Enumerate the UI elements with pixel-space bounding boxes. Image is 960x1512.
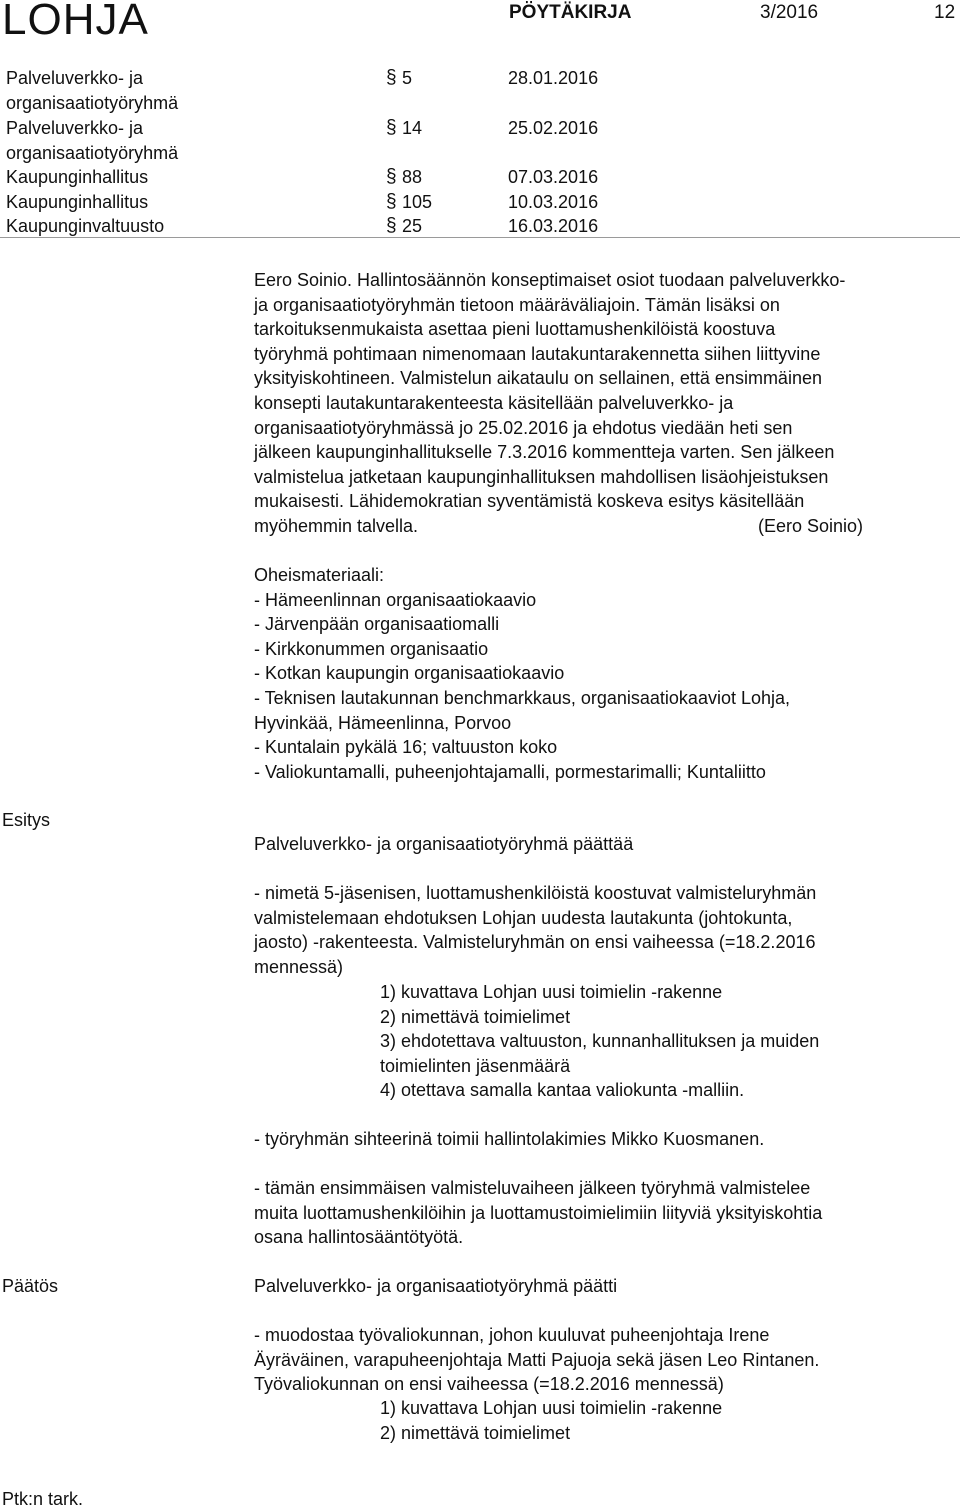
- attachments-heading: Oheismateriaali:: [254, 565, 385, 585]
- attachment-item: Hyvinkää, Hämeenlinna, Porvoo: [254, 712, 512, 733]
- city-logo: LOHJA: [2, 0, 149, 44]
- decision-heading: Palveluverkko- ja organisaatiotyöryhmä päätti: [254, 1276, 618, 1296]
- text-line: valmistelemaan ehdotuksen Lohjan uudesta lautakunta (johtokunta,: [254, 907, 793, 928]
- decision-paragraph: [254, 1323, 954, 1397]
- text-line: tarkoituksenmukaista asettaa pieni luottamushenkilöistä koostuva: [254, 319, 776, 340]
- attachment-item: - Kotkan kaupungin organisaatiokaavio: [254, 663, 565, 684]
- attachment-item: - Kuntalain pykälä 16; valtuuston koko: [254, 737, 558, 758]
- text-line: Äyräväinen, varapuheenjohtaja Matti Pajuoja sekä jäsen Leo Rintanen.: [254, 1349, 820, 1370]
- history-body-name-cont: organisaatiotyöryhmä: [6, 93, 179, 113]
- text-line: mukaisesti. Lähidemokratian syventämistä koskeva esitys käsitellään: [254, 491, 805, 512]
- text-line: ja organisaatiotyöryhmän tietoon määräväliajoin. Tämän lisäksi on: [254, 294, 780, 315]
- section-symbol: §: [386, 117, 397, 138]
- attachment-item: - Kirkkonummen organisaatio: [254, 638, 489, 659]
- text-line-content: myöhemmin talvella.: [254, 515, 419, 536]
- history-section-number: 105: [402, 192, 433, 212]
- text-line: - nimetä 5-jäsenisen, luottamushenkilöistä koostuvat valmisteluryhmän: [254, 883, 817, 903]
- history-body-name: Palveluverkko- ja: [6, 118, 144, 138]
- history-body-name: Kaupunginhallitus: [6, 167, 149, 187]
- text-line: jaosto) -rakenteesta. Valmisteluryhmän on ensi vaiheessa (=18.2.2016: [254, 932, 816, 953]
- history-section-number: 5: [402, 68, 413, 88]
- history-body-name: Kaupunginhallitus: [6, 192, 149, 212]
- list-item: 4) otettava samalla kantaa valiokunta -malliin.: [380, 1080, 745, 1101]
- author-signature: (Eero Soinio): [758, 515, 864, 536]
- text-line: osana hallintosääntötyötä.: [254, 1227, 464, 1248]
- section-symbol: §: [386, 191, 397, 212]
- history-date: 25.02.2016: [508, 118, 599, 138]
- history-body-name-cont: organisaatiotyöryhmä: [6, 143, 179, 163]
- text-line: yksityiskohtineen. Valmistelun aikataulu on sellainen, että ensimmäinen: [254, 368, 822, 389]
- attachment-item: - Valiokuntamalli, puheenjohtajamalli, pormestarimalli; Kuntaliitto: [254, 761, 766, 782]
- text-line: työryhmä pohtimaan nimenomaan lautakuntarakennetta siihen liittyvine: [254, 343, 821, 364]
- text-line: konsepti lautakuntarakenteesta käsitellään palveluverkko- ja: [254, 392, 734, 413]
- document-type: PÖYTÄKIRJA: [509, 2, 632, 23]
- history-section-number: 88: [402, 167, 423, 187]
- text-line: muita luottamushenkilöihin ja luottamustoimielimiin liityviä yksityiskohtia: [254, 1202, 823, 1223]
- attachment-item: - Teknisen lautakunnan benchmarkkaus, organisaatiokaaviot Lohja,: [254, 687, 791, 708]
- proposal-paragraph: [254, 881, 954, 979]
- text-line: organisaatiotyöryhmässä jo 25.02.2016 ja ehdotus viedään heti sen: [254, 417, 793, 438]
- history-body-name: Palveluverkko- ja: [6, 68, 144, 88]
- page-number: 12: [934, 2, 956, 23]
- history-date: 16.03.2016: [508, 216, 599, 236]
- section-symbol: §: [386, 67, 397, 88]
- text-line: jälkeen kaupunginhallitukselle 7.3.2016 kommentteja varten. Sen jälkeen: [254, 442, 835, 463]
- text-line: - tämän ensimmäisen valmisteluvaiheen jälkeen työryhmä valmistelee: [254, 1178, 811, 1198]
- list-item: 3) ehdotettava valtuuston, kunnanhallituksen ja muiden: [380, 1031, 820, 1052]
- section-symbol: §: [386, 166, 397, 187]
- issue-number: 3/2016: [760, 2, 819, 23]
- text-line: valmistelua jatketaan kaupunginhallituksen mahdollisen lisäohjeistuksen: [254, 466, 829, 487]
- minutes-verification-label: Ptk:n tark.: [2, 1489, 84, 1509]
- list-item: 1) kuvattava Lohjan uusi toimielin -rakenne: [380, 1398, 723, 1418]
- proposal-label: Esitys: [2, 810, 51, 830]
- text-line: - muodostaa työvaliokunnan, johon kuuluvat puheenjohtaja Irene: [254, 1325, 770, 1345]
- attachment-item: - Hämeenlinnan organisaatiokaavio: [254, 589, 537, 610]
- list-item: 1) kuvattava Lohjan uusi toimielin -rakenne: [380, 982, 723, 1002]
- proposal-heading: Palveluverkko- ja organisaatiotyöryhmä päättää: [254, 834, 634, 854]
- section-symbol: §: [386, 215, 397, 236]
- proposal-paragraph: [254, 1176, 954, 1250]
- proposal-secretary: - työryhmän sihteerinä toimii hallintolakimies Mikko Kuosmanen.: [254, 1129, 765, 1149]
- list-item: 2) nimettävä toimielimet: [380, 1006, 571, 1027]
- history-section-number: 14: [402, 118, 423, 138]
- attachments-block: [254, 563, 954, 784]
- history-section-number: 25: [402, 216, 423, 236]
- text-line: Työvaliokunnan on ensi vaiheessa (=18.2.2016 mennessä): [254, 1374, 724, 1395]
- text-line: Eero Soinio. Hallintosäännön konseptimaiset osiot tuodaan palveluverkko-: [254, 270, 846, 290]
- text-line: mennessä): [254, 956, 344, 977]
- history-date: 07.03.2016: [508, 167, 599, 187]
- intro-paragraph: [254, 268, 954, 539]
- attachment-item: - Järvenpään organisaatiomalli: [254, 614, 500, 635]
- history-divider: [0, 237, 960, 238]
- decision-label: Päätös: [2, 1276, 59, 1296]
- history-body-name: Kaupunginvaltuusto: [6, 216, 165, 236]
- list-item: 2) nimettävä toimielimet: [380, 1422, 571, 1443]
- history-date: 10.03.2016: [508, 192, 599, 212]
- history-date: 28.01.2016: [508, 68, 599, 88]
- text-line: [254, 514, 954, 539]
- proposal-list: [380, 980, 819, 1103]
- list-item: toimielinten jäsenmäärä: [380, 1055, 571, 1076]
- decision-list: [380, 1396, 722, 1445]
